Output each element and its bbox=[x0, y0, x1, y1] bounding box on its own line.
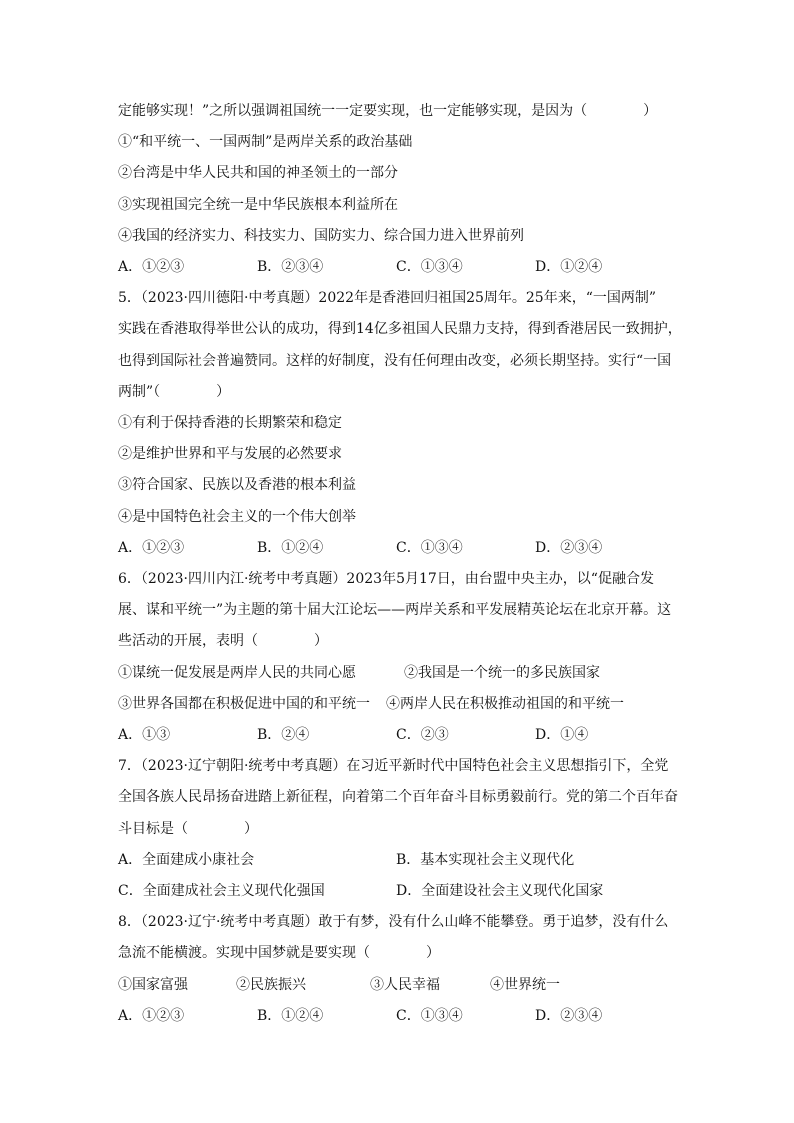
q6-item-3: ③世界各国都在积极促进中国的和平统一 bbox=[118, 695, 370, 712]
q4-item-3: ③实现祖国完全统一是中华民族根本利益所在 bbox=[118, 196, 398, 213]
q8-option-a[interactable]: A．①②③ bbox=[118, 1007, 185, 1024]
q8-stem-line-2: 急流不能横渡。实现中国梦就是要实现（ ） bbox=[118, 945, 440, 962]
q8-item-1: ①国家富强 bbox=[118, 976, 188, 993]
q5-options bbox=[118, 533, 688, 564]
q7-option-b[interactable]: B．基本实现社会主义现代化 bbox=[396, 851, 575, 868]
q4-option-a[interactable]: A．①②③ bbox=[118, 259, 185, 276]
q4-stem-end: 定能够实现！”之所以强调祖国统一一定要实现，也一定能够实现，是因为（ ） bbox=[118, 103, 658, 119]
q5-item-1: ①有利于保持香港的长期繁荣和稳定 bbox=[118, 415, 342, 432]
q6-stem-line-2: 展、谋和平统一”为主题的第十届大江论坛——两岸关系和平发展精英论坛在北京开幕。这 bbox=[118, 602, 672, 619]
q6-option-b[interactable]: B．②④ bbox=[257, 727, 310, 743]
q6-item-2: ②我国是一个统一的多民族国家 bbox=[404, 664, 600, 681]
q5-stem-line-2: 实践在香港取得举世公认的成功，得到14亿多祖国人民鼎力支持，得到香港居民一致拥护， bbox=[118, 321, 682, 338]
q6-items-row-2 bbox=[118, 689, 688, 720]
q8-option-b[interactable]: B．①②④ bbox=[257, 1007, 324, 1024]
q7-options-row-1 bbox=[118, 845, 688, 876]
q6-option-a[interactable]: A．①③ bbox=[118, 727, 171, 743]
q8-items bbox=[118, 970, 688, 1001]
q7-stem-line-1: 7．（2023·辽宁朝阳·统考中考真题）在习近平新时代中国特色社会主义思想指引下，全党 bbox=[118, 758, 669, 775]
q6-stem-line-3: 些活动的开展，表明（ ） bbox=[118, 633, 328, 650]
q8-option-c[interactable]: C．①③④ bbox=[396, 1007, 463, 1024]
q6-option-d[interactable]: D．①④ bbox=[535, 727, 589, 743]
q5-stem-line-4: 两制”（ ） bbox=[118, 383, 231, 400]
q5-option-a[interactable]: A．①②③ bbox=[118, 539, 185, 556]
q4-item-2: ②台湾是中华人民共和国的神圣领土的一部分 bbox=[118, 165, 398, 182]
q6-items-row-1 bbox=[118, 658, 688, 689]
q4-options bbox=[118, 252, 688, 283]
q8-option-d[interactable]: D．②③④ bbox=[535, 1007, 603, 1024]
q4-option-c[interactable]: C．①③④ bbox=[396, 259, 463, 276]
q8-stem-line-1: 8．（2023·辽宁·统考中考真题）敢于有梦，没有什么山峰不能攀登。勇于追梦，没有什么 bbox=[118, 914, 669, 931]
q4-option-b[interactable]: B．②③④ bbox=[257, 259, 324, 276]
q5-option-c[interactable]: C．①③④ bbox=[396, 539, 463, 556]
q5-item-3: ③符合国家、民族以及香港的根本利益 bbox=[118, 477, 356, 494]
q6-option-c[interactable]: C．②③ bbox=[396, 727, 449, 743]
q7-option-c[interactable]: C．全面建成社会主义现代化强国 bbox=[118, 882, 325, 899]
exam-page bbox=[118, 96, 688, 1032]
q4-option-d[interactable]: D．①②④ bbox=[535, 259, 603, 276]
q5-stem-line-3: 也得到国际社会普遍赞同。这样的好制度，没有任何理由改变，必须长期坚持。实行“一国 bbox=[118, 352, 672, 369]
q4-item-4: ④我国的经济实力、科技实力、国防实力、综合国力进入世界前列 bbox=[118, 227, 524, 244]
q7-stem-line-2: 全国各族人民昂扬奋进踏上新征程，向着第二个百年奋斗目标勇毅前行。党的第二个百年奋 bbox=[118, 789, 678, 806]
q8-options bbox=[118, 1001, 688, 1032]
q6-stem-line-1: 6．（2023·四川内江·统考中考真题）2023年5月17日，由台盟中央主办，以“促融合发 bbox=[118, 571, 654, 588]
q6-options bbox=[118, 720, 688, 751]
q6-item-1: ①谋统一促发展是两岸人民的共同心愿 bbox=[118, 664, 356, 681]
q4-item-1: ①“和平统一、一国两制”是两岸关系的政治基础 bbox=[118, 134, 413, 151]
q7-stem-line-3: 斗目标是（ ） bbox=[118, 820, 258, 837]
q5-option-b[interactable]: B．①②④ bbox=[257, 539, 324, 556]
q7-option-a[interactable]: A．全面建成小康社会 bbox=[118, 851, 255, 868]
q8-item-3: ③人民幸福 bbox=[370, 976, 440, 993]
q5-option-d[interactable]: D．②③④ bbox=[535, 539, 603, 556]
q5-stem-line-1: 5．（2023·四川德阳·中考真题）2022年是香港回归祖国25周年。25年来，“一国两制” bbox=[118, 290, 657, 307]
q6-item-4: ④两岸人民在积极推动祖国的和平统一 bbox=[386, 695, 624, 712]
q7-options-row-2 bbox=[118, 876, 688, 907]
q5-item-2: ②是维护世界和平与发展的必然要求 bbox=[118, 446, 342, 463]
q8-item-4: ④世界统一 bbox=[490, 976, 560, 993]
q8-item-2: ②民族振兴 bbox=[236, 976, 306, 993]
q5-item-4: ④是中国特色社会主义的一个伟大创举 bbox=[118, 508, 356, 525]
q7-option-d[interactable]: D．全面建设社会主义现代化国家 bbox=[396, 882, 604, 899]
